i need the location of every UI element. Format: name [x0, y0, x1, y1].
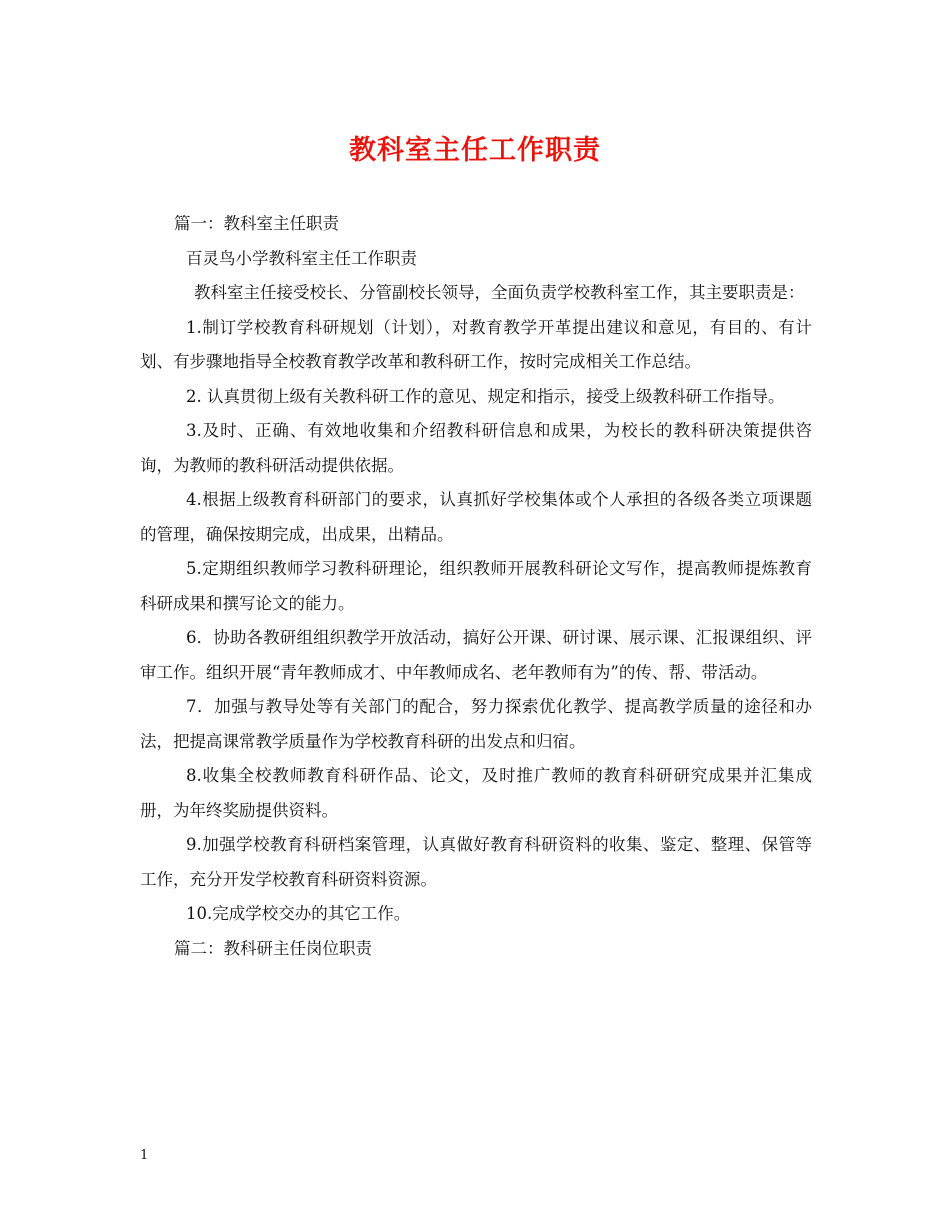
document-subtitle: 百灵鸟小学教科室主任工作职责 [186, 248, 417, 268]
duty-item: 3.及时、正确、有效地收集和介绍教科研信息和成果，为校长的教科研决策提供咨询，为教师的教科研活动提供依据。 [140, 421, 812, 475]
duty-item: 2. 认真贯彻上级有关教科研工作的意见、规定和指示，接受上级教科研工作指导。 [186, 386, 785, 406]
section-heading: 篇一：教科室主任职责 [174, 214, 339, 233]
duty-item: 4.根据上级教育科研部门的要求，认真抓好学校集体或个人承担的各级各类立项课题的管理，确保按期完成，出成果，出精品。 [140, 490, 812, 544]
duty-item: 5.定期组织教师学习教科研理论，组织教师开展教科研论文写作，提高教师提炼教育科研成果和撰写论文的能力。 [140, 559, 812, 613]
intro-paragraph: 教科室主任接受校长、分管副校长领导，全面负责学校教科室工作，其主要职责是： [194, 283, 805, 302]
document-body [140, 207, 812, 966]
document-title: 教科室主任工作职责 [349, 135, 601, 166]
section-heading: 篇二：教科研主任岗位职责 [174, 938, 372, 958]
duty-item: 10.完成学校交办的其它工作。 [186, 904, 411, 923]
page-number: 1 [140, 1148, 149, 1163]
duty-item: 8.收集全校教师教育科研作品、论文，及时推广教师的教育科研研究成果并汇集成册，为年终奖励提供资料。 [140, 766, 812, 820]
duty-item: 9.加强学校教育科研档案管理，认真做好教育科研资料的收集、鉴定、整理、保管等工作，充分开发学校教育科研资料资源。 [140, 835, 812, 889]
duty-item: 7．加强与教导处等有关部门的配合，努力探索优化教学、提高教学质量的途径和办法，把提高课常教学质量作为学校教育科研的出发点和归宿。 [140, 697, 812, 751]
duty-item: 1.制订学校教育科研规划（计划），对教育教学开革提出建议和意见，有目的、有计划、有步骤地指导全校教育教学改革和教科研工作，按时完成相关工作总结。 [140, 317, 812, 371]
duty-item: 6．协助各教研组组织教学开放活动，搞好公开课、研讨课、展示课、汇报课组织、评审工作。组织开展“青年教师成才、中年教师成名、老年教师有为”的传、帮、带活动。 [140, 628, 812, 682]
